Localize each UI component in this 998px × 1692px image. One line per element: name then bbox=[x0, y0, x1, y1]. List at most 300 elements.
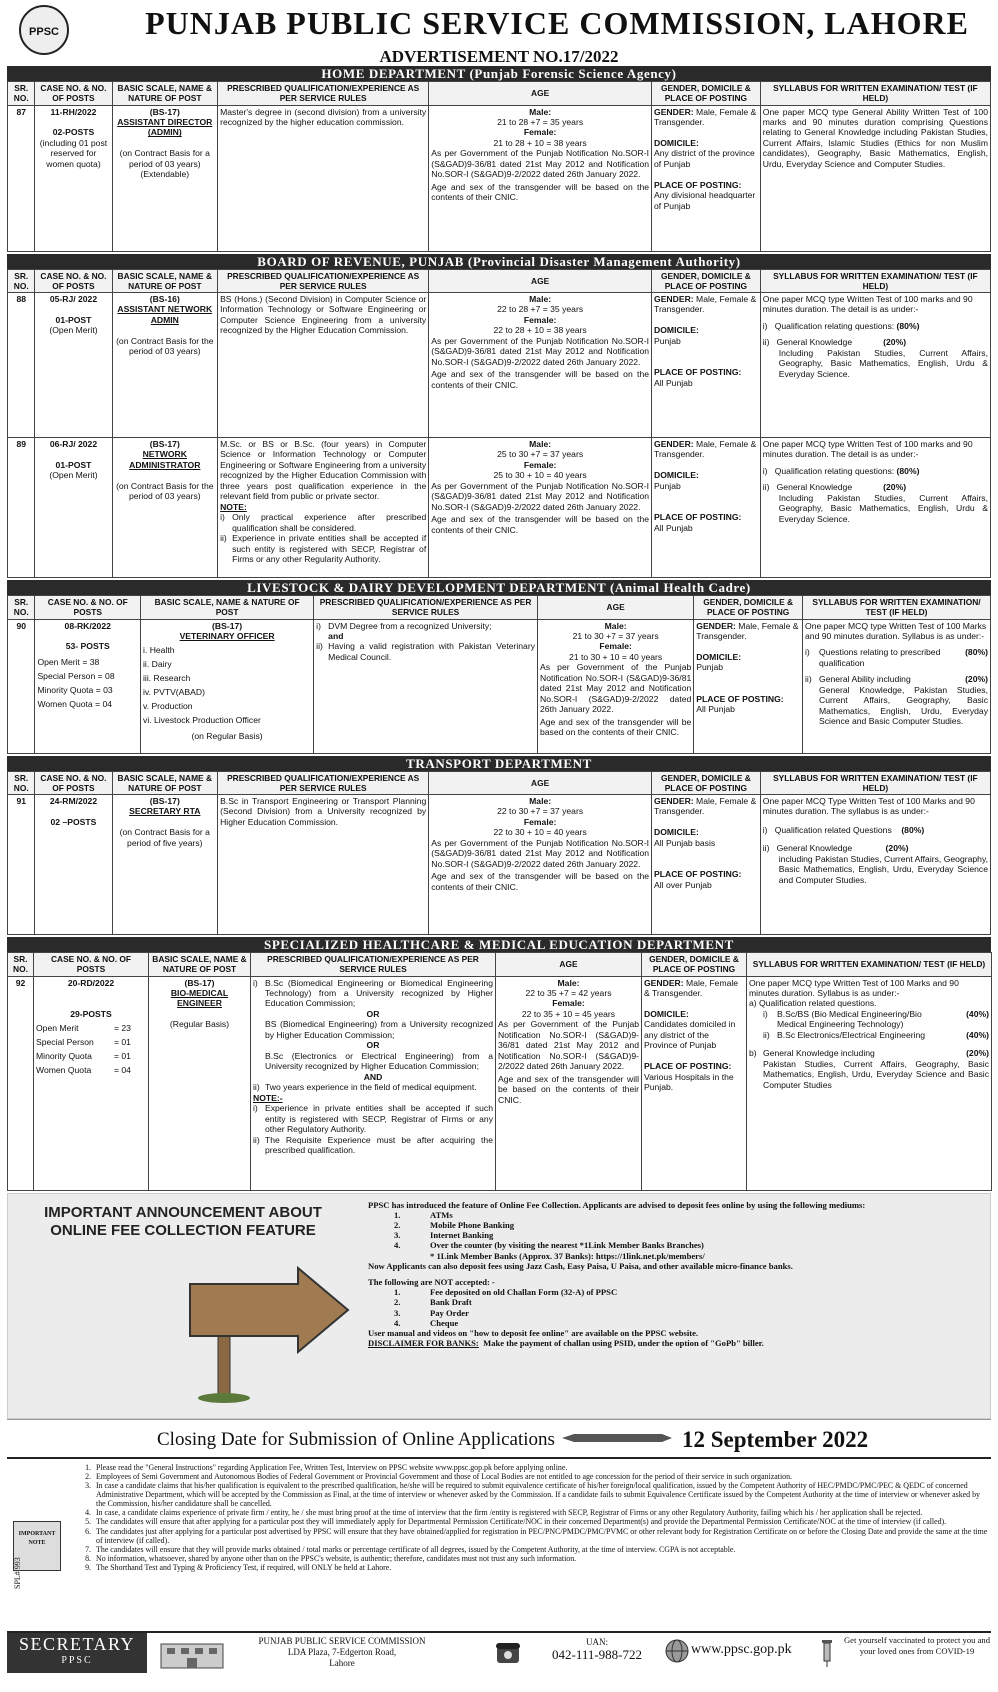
quota-label: Open Merit bbox=[36, 1023, 79, 1034]
note-number: 2. bbox=[85, 1471, 91, 1481]
gender-value: Male, Female & Transgender. bbox=[654, 796, 757, 817]
quota-item: Women Quota = 04 bbox=[37, 698, 113, 709]
note-label: NOTE:- bbox=[253, 1092, 283, 1103]
uan-number: 042-111-988-722 bbox=[551, 1647, 643, 1663]
age-female-label: Female: bbox=[523, 816, 557, 827]
syllabus-item: Qualification relating questions: bbox=[774, 320, 895, 331]
syllabus-pct: (20%) bbox=[966, 1048, 989, 1059]
posting-label: PLACE OF POSTING: bbox=[696, 693, 784, 704]
disclaimer-label: DISCLAIMER FOR BANKS: bbox=[368, 1338, 479, 1349]
table-row: 91 24-RM/2022 02 –POSTS (BS-17) SECRETARY RTA (on Contract Basis for a period of five years) B.Sc in Transport Engineering or Transport Planning (Second Division) from a University recognized by Higher Education Commission. Male: 22 to 30 +7 = 37 years Female: 22 to 30 + 10 = 40 years As per Government of the Punjab Notification No.SOR-I (S&GAD)9-36/81 dated 21st May 2012 and Notification No.SOR-I (S&GAD)9-2/2022 dated 26th January 2022. Age and sex of the transgender will be based on the contents of their CNIC. GENDER: Male, Female & Transgender. DOMICILE: All Punjab basis PLACE OF POSTING: All over Punjab One paper MCQ Type Written Test of 100 Marks and 90 minutes duration. The syllabus is as under:- i) Qualification related Questions (80%) ii) General Knowledge (20%) including Pakistan Studies, Current Affairs, Geography, Basic Mathematics, English, Urdu, Everyday Science and Computer Studies. bbox=[8, 795, 991, 935]
age-male-label: Male: bbox=[529, 439, 552, 449]
and-label: AND bbox=[363, 1071, 383, 1082]
col-gender: GENDER, DOMICILE & PLACE OF POSTING bbox=[694, 596, 803, 620]
and-label: and bbox=[328, 630, 344, 641]
posts: 53- POSTS bbox=[65, 641, 110, 652]
gender-label: GENDER: bbox=[654, 106, 694, 117]
syllabus-item: B.Sc Electronics/Electrical Engineering bbox=[777, 1029, 926, 1040]
table-livestock bbox=[7, 595, 991, 754]
sr-no: 89 bbox=[8, 438, 35, 578]
spl-number: SPL# 993 bbox=[13, 1556, 22, 1589]
transgender-note: Age and sex of the transgender will be based on the contents of their CNIC. bbox=[498, 1073, 639, 1105]
age-male-label: Male: bbox=[557, 977, 580, 988]
age-notification: As per Government of the Punjab Notification No.SOR-I (S&GAD)9-36/81 dated 21st May 2012 and Notification No.SOR-I (S&GAD)9-2/2022 dated 26th January 2022. bbox=[431, 480, 650, 512]
table-transport bbox=[7, 771, 991, 936]
col-case: CASE NO. & NO. OF POSTS bbox=[35, 596, 141, 620]
domicile-label: DOMICILE: bbox=[654, 325, 699, 336]
syllabus-intro: One paper MCQ type Written Test of 100 Marks and 90 minutes duration. Syllabus is as under:- bbox=[749, 977, 959, 998]
quota-item: Minority Quota = 03 bbox=[37, 684, 113, 695]
dept-home: HOME DEPARTMENT (Punjab Forensic Science Agency) bbox=[7, 66, 991, 81]
post-nature: (Regular Basis) bbox=[169, 1019, 230, 1030]
not-accepted-heading: The following are NOT accepted: - bbox=[368, 1276, 495, 1287]
uan-label: UAN: bbox=[586, 1636, 608, 1647]
scale: (BS-16) bbox=[149, 294, 180, 304]
case-no: 05-RJ/ 2022 bbox=[49, 294, 98, 304]
qualification: B.Sc (Biomedical Engineering or Biomedical Engineering Technology) from a University recognized by Higher Education Commission; bbox=[265, 977, 493, 1009]
list-number: 1. bbox=[394, 1287, 401, 1298]
posting: All Punjab bbox=[696, 704, 735, 715]
dept-specialized-healthcare: SPECIALIZED HEALTHCARE & MEDICAL EDUCATION DEPARTMENT bbox=[7, 937, 991, 952]
note-text: Please read the "General Instructions" regarding Application Fee, Written Test, Interview on PPSC website www.ppsc.gop.pk before applying online. bbox=[96, 1462, 568, 1472]
scale: (BS-17) bbox=[149, 796, 180, 806]
note-text: The candidates will ensure that after applying for a particular post they will immediately apply for Departmental Permission Certificate/NOC in their concerned Department(s) and provide the Departmental Permission Certificate/NOC at the time of interview (if called). bbox=[96, 1517, 947, 1527]
posts: 01-POST bbox=[55, 459, 92, 470]
qualification: Two years experience in the field of medical equipment. bbox=[265, 1082, 477, 1093]
case-no: 24-RM/2022 bbox=[49, 796, 98, 806]
note-number: 1. bbox=[85, 1462, 91, 1472]
secretary-label: SECRETARY bbox=[18, 1633, 136, 1654]
posts: 29-POSTS bbox=[70, 1008, 112, 1019]
phone-icon bbox=[495, 1641, 521, 1665]
age-female: 21 to 28 + 10 = 38 years bbox=[493, 137, 587, 148]
syllabus-pct: (40%) bbox=[966, 1008, 989, 1019]
syllabus-pct: (20%) bbox=[883, 482, 907, 493]
posting-label: PLACE OF POSTING: bbox=[654, 869, 742, 880]
list-number: 3. bbox=[394, 1307, 401, 1318]
age-notification: As per Government of the Punjab Notification No.SOR-I (S&GAD)9-36/81 dated 21st May 2012 and Notification No.SOR-I (S&GAD)9-2/2022 dated 26th January 2022. bbox=[431, 335, 650, 367]
case-no: 11-RH/2022 bbox=[50, 106, 97, 117]
list-number: 4. bbox=[394, 1240, 401, 1251]
col-sr: SR. NO. bbox=[8, 269, 35, 293]
col-qual: PRESCRIBED QUALIFICATION/EXPERIENCE AS PER SERVICE RULES bbox=[251, 953, 496, 977]
syllabus-item: a) Qualification related questions. bbox=[749, 998, 877, 1009]
col-age: AGE bbox=[429, 771, 652, 795]
scale: (BS-17) bbox=[212, 620, 243, 631]
quota-label: Women Quota bbox=[36, 1065, 92, 1076]
col-syllabus: SYLLABUS FOR WRITTEN EXAMINATION/ TEST (IF HELD) bbox=[760, 771, 990, 795]
closing-text: Closing Date for Submission of Online Applications bbox=[157, 1428, 555, 1450]
qualification: Master's degree in (second division) from a university recognized by the higher education commission. bbox=[218, 105, 429, 251]
dept-livestock: LIVESTOCK & DAIRY DEVELOPMENT DEPARTMENT (Animal Health Cadre) bbox=[7, 580, 991, 595]
syllabus-intro: One paper MCQ type Written Test of 100 marks and 90 minutes duration. The detail is as under:- bbox=[762, 294, 973, 315]
gender-label: GENDER: bbox=[654, 796, 694, 806]
note-number: 6. bbox=[85, 1526, 91, 1536]
quota-label: Minority Quota bbox=[36, 1051, 92, 1062]
list-number: 1. bbox=[394, 1209, 401, 1220]
posting: All over Punjab bbox=[654, 879, 712, 890]
post-nature: (on Regular Basis) bbox=[191, 731, 263, 742]
fee-title: IMPORTANT ANNOUNCEMENT ABOUT ONLINE FEE COLLECTION FEATURE bbox=[44, 1203, 322, 1239]
posting: All Punjab bbox=[654, 522, 693, 533]
qualification: BS (Hons.) (Second Division) in Computer Science or Information Technology or Software Engineering or Computer Science Engineering from a university recognized by the Higher Education Commission. bbox=[218, 293, 429, 438]
arrow-sign-icon bbox=[188, 1264, 358, 1404]
syllabus-item: Questions relating to prescribed qualification bbox=[819, 647, 941, 668]
quota-value: = 23 bbox=[114, 1023, 131, 1034]
age-male-label: Male: bbox=[529, 294, 552, 304]
note-text: In case a candidate claims that his/her qualification is equivalent to the prescribed qualification, he/she will be required to submit equivalence certificate of his/her foreign/local qualification, issued by the Competent Authority of HEC/PMDC/PMC/PEC & QEDC of concerned Administrative Department, which will be accepted by the Commission as Final, at the time of interview or whenever asked by the Commission. If a candidate fails to submit Equivalence Certificate issued by the Competent Authority at the time of interview or whenever asked by the Commission, his/her candidature shall be cancelled. bbox=[96, 1480, 980, 1509]
col-scale: BASIC SCALE, NAME & NATURE OF POST bbox=[112, 82, 218, 106]
scale: (BS-17) bbox=[149, 439, 180, 449]
age-male-label: Male: bbox=[529, 106, 552, 117]
domicile: Punjab bbox=[654, 480, 681, 491]
qualification: M.Sc. or BS or B.Sc. (four years) in Computer Science or Information Technology or Computer Engineering or Software Engineering from a university recognized by the Higher Education Commission with three years post qualification experience in the relevant field from public or private sector. bbox=[220, 439, 427, 502]
table-home bbox=[7, 81, 991, 252]
age-female: 25 to 30 + 10 = 40 years bbox=[493, 470, 587, 481]
age-female-label: Female: bbox=[523, 314, 557, 325]
syllabus-pct: (20%) bbox=[885, 843, 909, 854]
posting-label: PLACE OF POSTING: bbox=[644, 1061, 732, 1072]
note-number: 9. bbox=[85, 1563, 91, 1573]
post-nature: (on Contract Basis for the period of 03 years) bbox=[116, 335, 214, 357]
col-gender: GENDER, DOMICILE & PLACE OF POSTING bbox=[642, 953, 747, 977]
col-syllabus: SYLLABUS FOR WRITTEN EXAMINATION/ TEST (IF HELD) bbox=[803, 596, 991, 620]
post-name: ASSISTANT DIRECTOR (ADMIN) bbox=[117, 116, 213, 138]
address bbox=[227, 1636, 457, 1669]
syllabus-pct: (20%) bbox=[883, 337, 907, 348]
important-note-sign: IMPORTANT NOTE bbox=[13, 1521, 61, 1571]
qualification: B.Sc in Transport Engineering or Transport Planning (Second Division) from a University recognized by Higher Education Commission. bbox=[218, 795, 429, 935]
syllabus-detail: Pakistan Studies, Current Affairs, Geography, Basic Mathematics, English, Urdu, Everyday Science and Basic Computer Studies bbox=[763, 1058, 989, 1090]
col-scale: BASIC SCALE, NAME & NATURE OF POST bbox=[112, 269, 218, 293]
syllabus-item: General Knowledge bbox=[776, 482, 853, 493]
gender-label: GENDER: bbox=[644, 977, 684, 988]
posting: All Punjab bbox=[654, 377, 693, 388]
quota-value: = 01 bbox=[114, 1037, 131, 1048]
sr-no: 88 bbox=[8, 293, 35, 438]
post-name: VETERINARY OFFICER bbox=[179, 630, 275, 641]
col-sr: SR. NO. bbox=[8, 596, 35, 620]
transgender-note: Age and sex of the transgender will be based on the contents of their CNIC. bbox=[431, 514, 650, 535]
quota-value: = 01 bbox=[114, 1051, 131, 1062]
quota-label: Special Person bbox=[36, 1037, 94, 1048]
age-notification: As per Government of the Punjab Notification No.SOR-I (S&GAD)9-36/81 dated 21st May 2012 and Notification No.SOR-I (S&GAD)9-2/2022 dated 26th January 2022. bbox=[431, 148, 650, 180]
cadre-item: iii. Research bbox=[143, 673, 191, 684]
list-item: Fee deposited on old Challan Form (32-A) of PPSC bbox=[430, 1287, 618, 1298]
table-specialized-healthcare bbox=[7, 952, 992, 1191]
post-nature: (on Contract Basis for a period of 03 years) (Extendable) bbox=[119, 148, 210, 180]
col-qual: PRESCRIBED QUALIFICATION/EXPERIENCE AS PER SERVICE RULES bbox=[218, 771, 429, 795]
dept-transport: TRANSPORT DEPARTMENT bbox=[7, 756, 991, 771]
quota-value: = 04 bbox=[114, 1065, 131, 1076]
table-row: 92 20-RD/2022 29-POSTS Open Merit = 23 Special Person = 01 Minority Quota = 01 Women Quota = 04 (BS-17) BIO-MEDICAL ENGINEER (Regular Basis) i) B.Sc (Biomedical Engineering or Biomedical Engineering Technology) from a University recognized by Higher Education Commission; OR BS (Biomedical Engineering) from a University recognized by Higher Education Commission; OR B.Sc (Electronics or Electrical Engineering) from a University recognized by Higher Education Commission; AND ii) Two years experience in the field of medical equipment. NOTE:- i) Experience in private entities shall be accepted if such entity is registered with SECP, Registrar of Firms or any other Regulatory Authority. ii) The Requisite Experience must be after acquiring the prescribed qualification. Male: 22 to 35 +7 = 42 years Female: 22 to 35 + 10 = 45 years As per Government of the Punjab Notification No.SOR-I (S&GAD)9-36/81 dated 21st May 2012 and Notification No.SOR-I (S&GAD)9-2/2022 dated 26th January 2022. Age and sex of the transgender will be based on the contents of their CNIC. GENDER: Male, Female & Transgender. DOMICILE: Candidates domiciled in any district of the Province of Punjab PLACE OF POSTING: Various Hospitals in the Punjab. One paper MCQ type Written Test of 100 Marks and 90 minutes duration. Syllabus is as under:- a) Qualification related questions. i) B.Sc/BS (Bio Medical Engineering/Bio Medical Engineering Technology) (40%) ii) B.Sc Electronics/Electrical Engineering (40%) b) General Knowledge including (20%) Pakistan Studies, Current Affairs, Geography, Basic Mathematics, English, Urdu, Everyday Science and Basic Computer Studies bbox=[8, 976, 992, 1190]
important-notes bbox=[7, 1459, 991, 1631]
age-male: 22 to 30 +7 = 37 years bbox=[497, 806, 584, 817]
advertisement-number: ADVERTISEMENT NO.17/2022 bbox=[379, 47, 619, 66]
gender-value: Male, Female & Transgender. bbox=[654, 294, 757, 315]
pen-icon bbox=[562, 1433, 672, 1443]
ppsc-label: PPSC bbox=[61, 1654, 93, 1666]
table-row: 89 06-RJ/ 2022 01-POST (Open Merit) (BS-17) NETWORK ADMINISTRATOR (on Contract Basis for the period of 03 years) M.Sc. or BS or B.Sc. (four years) in Computer Science or Information Technology or Computer Engineering or Software Engineering from a university recognized by the Higher Education Commission with three years post qualification experience in the relevant field from public or private sector. NOTE: i) Only practical experience after prescribed qualification shall be considered. ii) Experience in private entities shall be accepted if such entity is registered with SECP, Registrar of Firms or any other Regularity Authority. Male: 25 to 30 +7 = 37 years Female: 25 to 30 + 10 = 40 years As per Government of the Punjab Notification No.SOR-I (S&GAD)9-36/81 dated 21st May 2012 and Notification No.SOR-I (S&GAD)9-2/2022 dated 26th January 2022. Age and sex of the transgender will be based on the contents of their CNIC. GENDER: Male, Female & Transgender. DOMICILE: Punjab PLACE OF POSTING: All Punjab One paper MCQ type Written Test of 100 marks and 90 minutes duration. The detail is as under:- i) Qualification relating questions: (80%) ii) General Knowledge (20%) Including Pakistan Studies, Current Affairs, Geography, Basic Mathematics, English, Urdu & Everyday Science. bbox=[8, 438, 991, 578]
posting: Any divisional headquarter of Punjab bbox=[654, 190, 756, 211]
fee-intro: PPSC has introduced the feature of Online Fee Collection. Applicants are advised to deposit fees online by using the following mediums: bbox=[368, 1199, 866, 1210]
gender-label: GENDER: bbox=[696, 620, 736, 631]
table-board-of-revenue bbox=[7, 269, 991, 579]
header bbox=[7, 2, 991, 48]
syllabus-pct: (20%) bbox=[965, 674, 988, 685]
or-label: OR bbox=[366, 1008, 380, 1019]
table-row bbox=[8, 105, 991, 251]
syllabus-detail: Including Pakistan Studies, Current Affairs, Geography, Basic Mathematics, English, Urdu & Everyday Science. bbox=[778, 492, 988, 524]
gender-label: GENDER: bbox=[654, 439, 694, 449]
list-item: Pay Order bbox=[430, 1307, 469, 1318]
age-male: 22 to 28 +7 = 35 years bbox=[497, 304, 584, 315]
secretary-block bbox=[7, 1633, 147, 1673]
ppsc-logo: PPSC bbox=[19, 5, 69, 55]
col-case: CASE NO. & NO. OF POSTS bbox=[35, 771, 112, 795]
table-row: 90 08-RK/2022 53- POSTS Open Merit = 38 Special Person = 08 Minority Quota = 03 Women Quota = 04 (BS-17) VETERINARY OFFICER i. Health ii. Dairy iii. Research iv. PVTV(ABAD) v. Production vi. Livestock Production Officer (on Regular Basis) i) DVM Degree from a recognized University; and ii) Having a valid registration with Pakistan Veterinary Medical Council. Male: 21 to 30 +7 = 37 years Female: 21 to 30 + 10 = 40 years As per Government of the Punjab Notification No.SOR-I (S&GAD)9-36/81 dated 21st May 2012 and Notification No.SOR-I (S&GAD)9-2/2022 dated 26th January 2022. Age and sex of the transgender will be based on the contents of their CNIC. GENDER: Male, Female & Transgender. DOMICILE: Punjab PLACE OF POSTING: All Punjab One paper MCQ type Written Test of 100 Marks and 90 minutes duration. Syllabus is as under:- i) Questions relating to prescribed qualification (80%) ii) General Ability including (20%) General Knowledge, Pakistan Studies, Current Affairs, Geography, Basic Mathematics, English, Urdu, Everyday Science and Basic Computer Studies. bbox=[8, 619, 991, 753]
col-gender: GENDER, DOMICILE & PLACE OF POSTING bbox=[652, 269, 761, 293]
syllabus-item: Qualification relating questions: bbox=[774, 465, 895, 476]
syllabus-pct: (40%) bbox=[966, 1029, 989, 1040]
list-item: Cheque bbox=[430, 1317, 459, 1328]
list-item: Bank Draft bbox=[430, 1297, 472, 1308]
note-text: The Shorthand Test and Typing & Proficiency Test, if required, will ONLY be held at Lahore. bbox=[96, 1563, 392, 1573]
merit: (Open Merit) bbox=[49, 325, 98, 336]
domicile: Punjab bbox=[654, 335, 681, 346]
col-qual: PRESCRIBED QUALIFICATION/EXPERIENCE AS PER SERVICE RULES bbox=[218, 269, 429, 293]
note-number: 8. bbox=[85, 1554, 91, 1564]
age-male-label: Male: bbox=[604, 620, 627, 631]
syllabus-detail: General Knowledge, Pakistan Studies, Current Affairs, Geography, Basic Mathematics, English, Urdu, Everyday Science and Basic Computer Studies. bbox=[819, 684, 988, 727]
dept-board-of-revenue: BOARD OF REVENUE, PUNJAB (Provincial Disaster Management Authority) bbox=[7, 254, 991, 269]
syringe-icon bbox=[815, 1639, 839, 1667]
post-nature: (on Contract Basis for the period of 03 years) bbox=[116, 480, 214, 502]
disclaimer-text: Make the payment of challan using PSID, under the option of "GoPb" biller. bbox=[483, 1338, 764, 1349]
cadre-item: vi. Livestock Production Officer bbox=[143, 715, 261, 726]
col-age: AGE bbox=[429, 269, 652, 293]
fee-announcement bbox=[7, 1193, 991, 1419]
quota-item: Open Merit = 38 bbox=[37, 656, 100, 667]
gender-value: Male, Female & Transgender. bbox=[644, 977, 739, 998]
col-age: AGE bbox=[496, 953, 642, 977]
cadre-item: i. Health bbox=[143, 645, 175, 656]
syllabus-detail: Including Pakistan Studies, Current Affairs, Geography, Basic Mathematics, English, Urdu & Everyday Science. bbox=[778, 347, 988, 379]
age-female-label: Female: bbox=[552, 998, 585, 1009]
list-number: 4. bbox=[394, 1317, 401, 1328]
age-female: 22 to 35 + 10 = 45 years bbox=[521, 1008, 616, 1019]
or-label: OR bbox=[366, 1040, 380, 1051]
syllabus-pct: (80%) bbox=[896, 320, 920, 331]
transgender-note: Age and sex of the transgender will be based on the contents of their CNIC. bbox=[431, 871, 650, 892]
website-link[interactable]: www.ppsc.gop.pk bbox=[691, 1641, 792, 1657]
col-syllabus: SYLLABUS FOR WRITTEN EXAMINATION/ TEST (IF HELD) bbox=[747, 953, 992, 977]
age-female-label: Female: bbox=[523, 459, 557, 470]
col-case: CASE NO. & NO. OF POSTS bbox=[35, 82, 112, 106]
post-name: NETWORK ADMINISTRATOR bbox=[129, 449, 201, 470]
list-number: 2. bbox=[394, 1219, 401, 1230]
syllabus-item: B.Sc/BS (Bio Medical Engineering/Bio Medical Engineering Technology) bbox=[777, 1008, 922, 1030]
posts: 01-POST bbox=[55, 314, 92, 325]
age-female-label: Female: bbox=[599, 641, 632, 652]
list-item: ATMs bbox=[430, 1209, 453, 1220]
domicile-label: DOMICILE: bbox=[644, 1008, 689, 1019]
gender-label: GENDER: bbox=[654, 294, 694, 304]
age-female: 22 to 30 + 10 = 40 years bbox=[493, 827, 587, 838]
age-notification: As per Government of the Punjab Notification No.SOR-I (S&GAD)9-36/81 dated 21st May 2012 and Notification No.SOR-I (S&GAD)9-2/2022 dated 26th January 2022. bbox=[431, 837, 650, 869]
posting: Various Hospitals in the Punjab. bbox=[644, 1071, 734, 1093]
age-female: 22 to 28 + 10 = 38 years bbox=[493, 325, 587, 336]
cadre-item: ii. Dairy bbox=[143, 659, 172, 670]
covid-message: Get yourself vaccinated to protect you and your loved ones from COVID-19 bbox=[843, 1634, 991, 1656]
syllabus-item: General Knowledge including bbox=[763, 1048, 875, 1059]
gender-value: Male, Female & Transgender. bbox=[654, 106, 757, 127]
syllabus-pct: (80%) bbox=[901, 824, 925, 835]
address-line: LDA Plaza, 7-Edgerton Road, bbox=[287, 1646, 397, 1657]
note-text: In case, a candidate claims experience of private firm / entity, he / she must bring proof at the time of interview that the firm /entity is registered with SECP, Registrar of Firms or any other Regulatory Authority, failing which his / her application shall be rejected. bbox=[96, 1508, 923, 1518]
uan bbox=[527, 1637, 667, 1664]
col-scale: BASIC SCALE, NAME & NATURE OF POST bbox=[112, 771, 218, 795]
col-sr: SR. NO. bbox=[8, 771, 35, 795]
col-case: CASE NO. & NO. OF POSTS bbox=[35, 269, 112, 293]
globe-icon bbox=[665, 1639, 689, 1663]
note-item: Experience in private entities shall be accepted if such entity is registered with SECP, Registrar of Firms or any other Regularity Authority. bbox=[232, 533, 427, 565]
age-male: 21 to 28 +7 = 35 years bbox=[497, 116, 584, 127]
posting-label: PLACE OF POSTING: bbox=[654, 512, 742, 523]
sr-no: 91 bbox=[8, 795, 35, 935]
note-number: 4. bbox=[85, 1508, 91, 1518]
col-age: AGE bbox=[429, 82, 652, 106]
scale: (BS-17) bbox=[184, 977, 215, 988]
transgender-note: Age and sex of the transgender will be based on the contents of their CNIC. bbox=[540, 716, 692, 738]
gender-value: Male, Female & Transgender. bbox=[654, 439, 757, 460]
gender-value: Male, Female & Transgender. bbox=[696, 620, 799, 641]
domicile-label: DOMICILE: bbox=[654, 827, 699, 838]
post-nature: (on Contract Basis for a period of five years) bbox=[119, 827, 210, 848]
domicile: All Punjab basis bbox=[654, 837, 716, 848]
note-text: Employees of Semi Government and Autonomous Bodies of Federal Government or Provincial Government and those of Local Bodies are not entitled to age concession for the period of their service in such organization. bbox=[96, 1471, 793, 1481]
syllabus-item: General Knowledge bbox=[776, 843, 853, 854]
age-male-label: Male: bbox=[529, 796, 552, 806]
col-qual: PRESCRIBED QUALIFICATION/EXPERIENCE AS PER SERVICE RULES bbox=[218, 82, 429, 106]
list-item: Over the counter (by visiting the nearest *1Link Member Banks Branches) bbox=[430, 1240, 704, 1251]
case-no: 08-RK/2022 bbox=[64, 620, 111, 631]
posting-label: PLACE OF POSTING: bbox=[654, 367, 742, 378]
note-label: NOTE: bbox=[220, 501, 247, 512]
footer bbox=[7, 1631, 991, 1671]
note-item: Only practical experience after prescribed qualification shall be considered. bbox=[232, 512, 427, 533]
address-line: Lahore bbox=[329, 1657, 355, 1668]
col-qual: PRESCRIBED QUALIFICATION/EXPERIENCE AS PER SERVICE RULES bbox=[314, 596, 538, 620]
sr-no: 92 bbox=[8, 976, 34, 1190]
transgender-note: Age and sex of the transgender will be based on the contents of their CNIC. bbox=[431, 369, 650, 390]
list-item: Mobile Phone Banking bbox=[430, 1219, 515, 1230]
col-syllabus: SYLLABUS FOR WRITTEN EXAMINATION/ TEST (IF HELD) bbox=[760, 82, 990, 106]
note-text: No information, whatsoever, shared by anyone other than on the PPSC's website, is authentic; therefore, candidates must not trust any such information. bbox=[96, 1554, 577, 1564]
fee-manual-note: User manual and videos on "how to deposit fee online" are available on the PPSC website. bbox=[368, 1327, 699, 1338]
domicile: Punjab bbox=[696, 662, 724, 673]
domicile-label: DOMICILE: bbox=[696, 651, 742, 662]
domicile-label: DOMICILE: bbox=[654, 470, 699, 481]
col-age: AGE bbox=[538, 596, 694, 620]
col-scale: BASIC SCALE, NAME & NATURE OF POST bbox=[149, 953, 251, 977]
syllabus-intro: One paper MCQ type Written Test of 100 marks and 90 minutes duration. The detail is as under:- bbox=[762, 439, 973, 460]
syllabus-intro: One paper MCQ type Written Test of 100 Marks and 90 minutes duration. Syllabus is as under:- bbox=[805, 620, 987, 641]
posts: 02 –POSTS bbox=[50, 816, 97, 827]
page-title: PUNJAB PUBLIC SERVICE COMMISSION, LAHORE bbox=[145, 5, 969, 41]
scale: (BS-17) bbox=[149, 106, 180, 117]
col-gender: GENDER, DOMICILE & PLACE OF POSTING bbox=[652, 771, 761, 795]
domicile: Any district of the province of Punjab bbox=[654, 148, 755, 169]
member-banks-link[interactable]: * 1Link Member Banks (Approx. 37 Banks): https://1link.net.pk/members/ bbox=[430, 1250, 705, 1261]
domicile-label: DOMICILE: bbox=[654, 137, 699, 148]
col-syllabus: SYLLABUS FOR WRITTEN EXAMINATION/ TEST (IF HELD) bbox=[760, 269, 990, 293]
syllabus-detail: including Pakistan Studies, Current Affairs, Geography, Basic Mathematics, English, Urdu, Everyday Science and Computer Studies. bbox=[778, 853, 988, 885]
post-name: BIO-MEDICAL ENGINEER bbox=[170, 987, 229, 1009]
building-icon bbox=[157, 1636, 227, 1670]
qualification: Having a valid registration with Pakistan Veterinary Medical Council. bbox=[328, 641, 535, 662]
posts: 02-POSTS bbox=[52, 127, 95, 138]
syllabus-item: Qualification related Questions bbox=[774, 824, 892, 835]
syllabus-pct: (80%) bbox=[896, 465, 920, 476]
col-case: CASE NO. & NO. OF POSTS bbox=[34, 953, 149, 977]
qualification: B.Sc (Electronics or Electrical Engineering) from a University recognized by Higher Education Commission; bbox=[265, 1050, 493, 1072]
age-female-label: Female: bbox=[523, 127, 557, 138]
case-no: 06-RJ/ 2022 bbox=[49, 439, 98, 449]
qualification: DVM Degree from a recognized University; bbox=[328, 620, 492, 631]
list-number: 3. bbox=[394, 1230, 401, 1241]
cadre-item: v. Production bbox=[143, 701, 193, 712]
fee-jazz-note: Now Applicants can also deposit fees using Jazz Cash, Easy Paisa, U Paisa, and other available micro-finance banks. bbox=[368, 1260, 793, 1271]
age-male: 21 to 30 +7 = 37 years bbox=[572, 630, 659, 641]
note-number: 7. bbox=[85, 1544, 91, 1554]
merit: (Open Merit) bbox=[49, 470, 98, 481]
posting-label: PLACE OF POSTING: bbox=[654, 179, 742, 190]
qualification: BS (Biomedical Engineering) from a University recognized by Higher Education Commission; bbox=[265, 1019, 493, 1040]
org-name: PUNJAB PUBLIC SERVICE COMMISSION bbox=[258, 1635, 426, 1646]
sr-no: 87 bbox=[8, 105, 35, 251]
col-gender: GENDER, DOMICILE & PLACE OF POSTING bbox=[652, 82, 761, 106]
list-item: Internet Banking bbox=[430, 1230, 494, 1241]
syllabus-item: General Knowledge bbox=[776, 337, 853, 348]
transgender-note: Age and sex of the transgender will be based on the contents of their CNIC. bbox=[431, 181, 650, 203]
syllabus: One paper MCQ type General Ability Written Test of 100 marks and 90 minutes duration comprising Questions relating to General Knowledge including Pakistan Studies, Current Affairs, Islamic Studies (Ethics for non Muslim candidates), Geography, Basic Mathematics, English, Urdu, Everyday Science and Computer Studies. bbox=[760, 105, 990, 251]
closing-date: 12 September 2022 bbox=[682, 1426, 869, 1452]
domicile: Candidates domiciled in any district of the Province of Punjab bbox=[644, 1019, 736, 1051]
note-text: The candidates just after applying for a particular post advertised by PPSC will ensure that they have obtained/applied for registration in PEC/PNC/PMDC/PMC/PVMC or other relevant body for Registration Certificate on or before the Closing Date and provide the same at the time of interview (if called). bbox=[96, 1526, 988, 1545]
age-notification: As per Government of the Punjab Notification No.SOR-I (S&GAD)9-36/81 dated 21st May 2012 and Notification No.SOR-I (S&GAD)9-2/2022 dated 26th January 2022. bbox=[540, 662, 692, 715]
age-male: 22 to 35 +7 = 42 years bbox=[525, 987, 612, 998]
closing-date-bar bbox=[7, 1419, 991, 1459]
syllabus-item: General Ability including bbox=[819, 674, 911, 685]
note-item: The Requisite Experience must be after acquiring the prescribed qualification. bbox=[265, 1134, 493, 1156]
sr-no: 90 bbox=[8, 619, 35, 753]
quota-item: Special Person = 08 bbox=[37, 670, 115, 681]
post-name: SECRETARY RTA bbox=[129, 806, 201, 817]
cadre-item: iv. PVTV(ABAD) bbox=[143, 687, 205, 698]
col-sr: SR. NO. bbox=[8, 953, 34, 977]
col-scale: BASIC SCALE, NAME & NATURE OF POST bbox=[141, 596, 314, 620]
syllabus-pct: (80%) bbox=[965, 647, 988, 658]
list-number: 2. bbox=[394, 1297, 401, 1308]
note-text: The candidates will ensure that they will provide marks obtained / total marks or percentage certificate of all degrees, issued by the Competent Authority, at the time of interview. CGPA is not acceptable. bbox=[96, 1544, 736, 1554]
age-notification: As per Government of the Punjab Notification No.SOR-I (S&GAD)9-36/81 dated 21st May 2012 and Notification No.SOR-I (S&GAD)9-2/2022 dated 26th January 2022. bbox=[498, 1019, 639, 1072]
table-row: 88 05-RJ/ 2022 01-POST (Open Merit) (BS-16) ASSISTANT NETWORK ADMIN (on Contract Basis for the period of 03 years) BS (Hons.) (Second Division) in Computer Science or Information Technology or Software Engineering or Computer Science Engineering from a university recognized by the Higher Education Commission. Male: 22 to 28 +7 = 35 years Female: 22 to 28 + 10 = 38 years As per Government of the Punjab Notification No.SOR-I (S&GAD)9-36/81 dated 21st May 2012 and Notification No.SOR-I (S&GAD)9-2/2022 dated 26th January 2022. Age and sex of the transgender will be based on the contents of their CNIC. GENDER: Male, Female & Transgender. DOMICILE: Punjab PLACE OF POSTING: All Punjab One paper MCQ type Written Test of 100 marks and 90 minutes duration. The detail is as under:- i) Qualification relating questions: (80%) ii) General Knowledge (20%) Including Pakistan Studies, Current Affairs, Geography, Basic Mathematics, English, Urdu & Everyday Science. bbox=[8, 293, 991, 438]
syllabus-intro: One paper MCQ Type Written Test of 100 Marks and 90 minutes duration. The syllabus is as under:- bbox=[762, 796, 975, 817]
age-female: 21 to 30 + 10 = 40 years bbox=[569, 651, 663, 662]
case-no: 20-RD/2022 bbox=[67, 977, 115, 988]
col-sr: SR. NO. bbox=[8, 82, 35, 106]
